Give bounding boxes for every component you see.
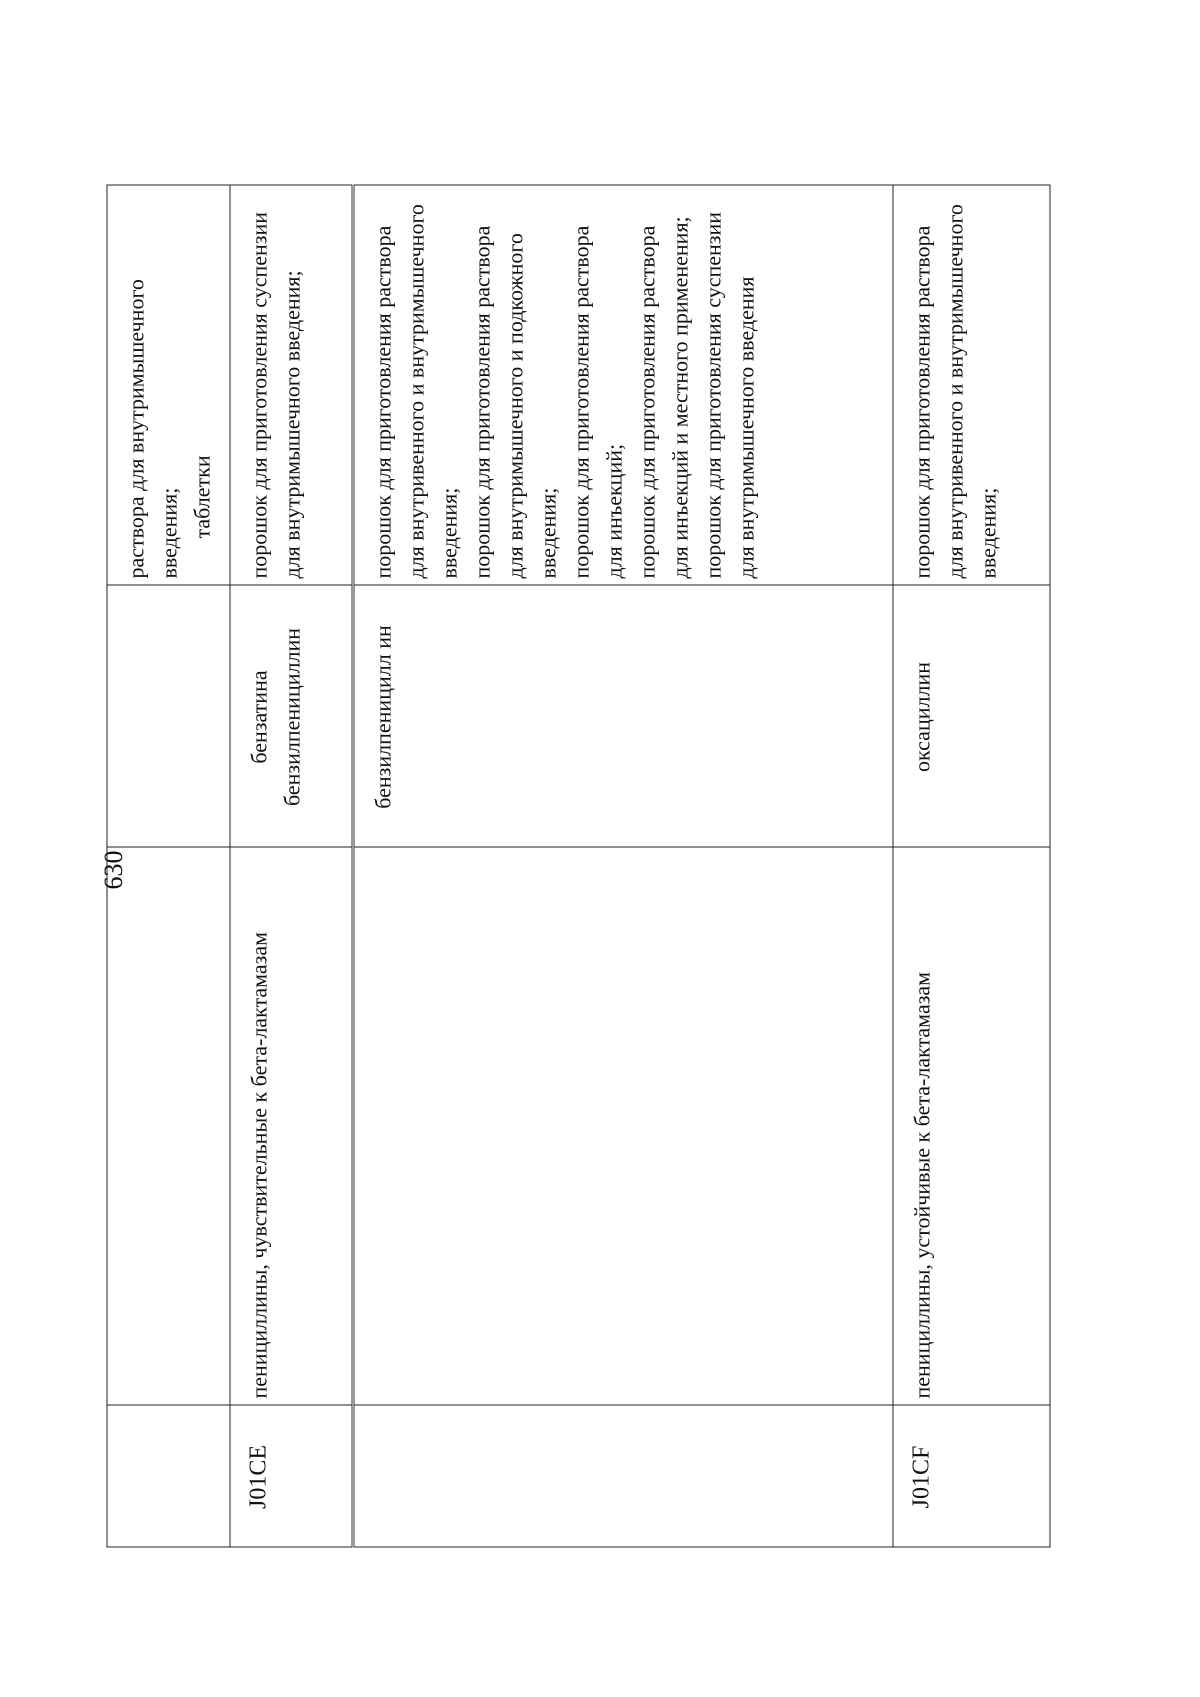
page-number: 630 bbox=[99, 850, 128, 890]
drug-name-cell: бензатина бензилпенициллин bbox=[230, 585, 353, 847]
atc-code-cell: J01CF bbox=[893, 1405, 1050, 1547]
dosage-form-item: порошок для приготовления раствора для внутривенного и внутримышечного введения; bbox=[370, 203, 462, 578]
dosage-forms-cell bbox=[107, 185, 230, 585]
table-row bbox=[353, 185, 893, 1547]
dosage-form-item: порошок для приготовления раствора для инъекций; bbox=[568, 225, 627, 578]
group-cell: пенициллины, устойчивые к бета-лактамазам bbox=[893, 847, 1050, 1405]
drug-name-cell: бензилпеницилл ин bbox=[353, 585, 893, 847]
group-cell bbox=[353, 847, 893, 1405]
dosage-form-item: раствора для внутримышечного введения; bbox=[123, 278, 182, 578]
dosage-forms-cell bbox=[230, 185, 353, 585]
dosage-forms-cell bbox=[353, 185, 893, 585]
dosage-form-item: порошок для приготовления суспензии для внутримышечного введения; bbox=[246, 211, 305, 578]
dosage-form-item: порошок для приготовления раствора для инъекций и местного применения; bbox=[634, 215, 693, 578]
dosage-form-item: таблетки bbox=[189, 454, 215, 538]
drug-table bbox=[107, 184, 1051, 1547]
table-row bbox=[893, 185, 1050, 1547]
dosage-form-item: порошок для приготовления раствора для внутривенного и внутримышечного введения; bbox=[909, 203, 1001, 578]
dosage-form-item: порошок для приготовления раствора для внутримышечного и подкожного введения; bbox=[469, 225, 561, 578]
dosage-form-item: порошок для приготовления суспензии для внутримышечного введения bbox=[700, 211, 759, 578]
drug-name-cell bbox=[107, 585, 230, 847]
atc-code-cell bbox=[107, 1405, 230, 1547]
atc-code-cell bbox=[353, 1405, 893, 1547]
table-row bbox=[107, 185, 230, 1547]
table-row bbox=[230, 185, 353, 1547]
group-cell: пенициллины, чувствительные к бета-лактамазам bbox=[230, 847, 353, 1405]
group-cell bbox=[107, 847, 230, 1405]
dosage-forms-cell bbox=[893, 185, 1050, 585]
atc-code-cell: J01CE bbox=[230, 1405, 353, 1547]
drug-table-sheet bbox=[107, 185, 1050, 1547]
drug-name-cell: оксациллин bbox=[893, 585, 1050, 847]
